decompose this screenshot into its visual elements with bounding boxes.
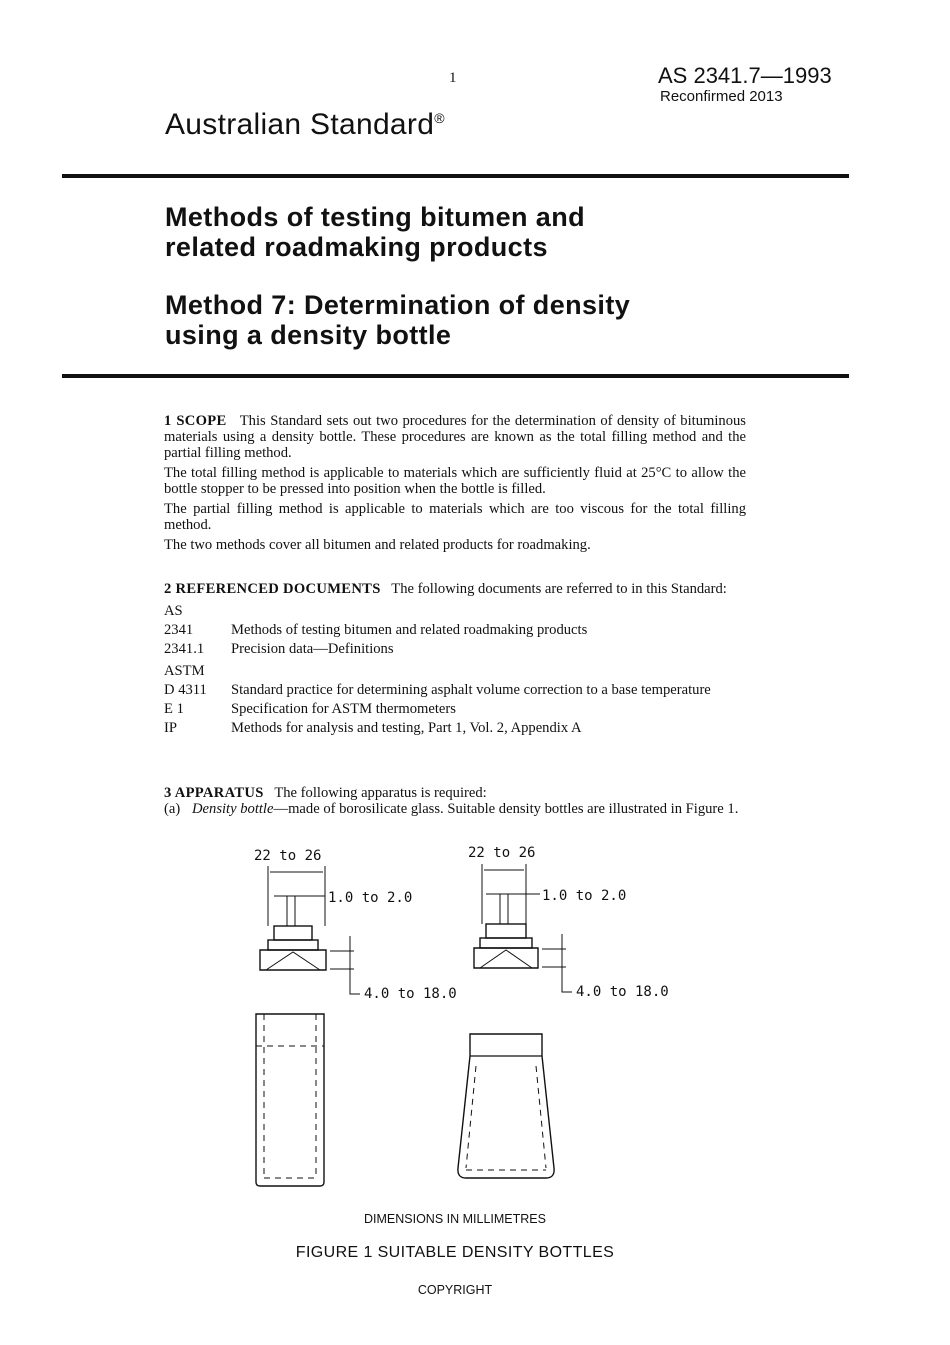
standard-number: AS 2341.7—1993 xyxy=(658,63,832,88)
left-bottle-body xyxy=(256,1014,324,1186)
method-title-line-1: Method 7: Determination of density xyxy=(165,290,631,320)
top-rule xyxy=(62,174,849,178)
scope-section xyxy=(164,413,746,557)
ref-group-astm xyxy=(164,663,746,736)
scope-text-1: This Standard sets out two procedures for the determination of density of bituminous materials using a density bottle. These procedures are known as the total filling method and the partial filling method. xyxy=(164,413,746,461)
ref-group-as xyxy=(164,603,746,657)
left-bore-dim-label: 1.0 to 2.0 xyxy=(328,890,413,906)
density-bottle-term: Density bottle xyxy=(192,801,274,817)
scope-heading: 1 SCOPE xyxy=(164,413,227,429)
main-title-line-1: Methods of testing bitumen and xyxy=(165,202,585,232)
ref-item xyxy=(164,682,746,698)
left-stopper-cone xyxy=(266,952,320,970)
reconfirmed-note: Reconfirmed 2013 xyxy=(660,88,783,105)
method-title-line-2: using a density bottle xyxy=(165,320,452,350)
ref-item xyxy=(164,641,746,657)
refs-intro: The following documents are referred to in this Standard: xyxy=(391,581,727,597)
copyright-notice: COPYRIGHT xyxy=(417,1283,493,1297)
right-bottle-drawing xyxy=(458,864,572,1178)
ref-title: Methods for analysis and testing, Part 1, Vol. 2, Appendix A xyxy=(231,720,582,736)
scope-paragraph-1 xyxy=(164,413,746,461)
left-stopper-collar xyxy=(268,940,318,950)
right-stopper-top xyxy=(486,924,526,938)
figure-density-bottles xyxy=(230,838,690,1198)
ref-code: E 1 xyxy=(164,701,184,717)
ref-code: D 4311 xyxy=(164,682,207,698)
bottom-rule xyxy=(62,374,849,378)
scope-paragraph-3: The partial filling method is applicable to materials which are too viscous for the total filling method. xyxy=(164,501,746,533)
left-width-dim-label: 22 to 26 xyxy=(254,848,322,864)
apparatus-intro: The following apparatus is required: xyxy=(274,785,487,801)
ref-title: Standard practice for determining asphalt volume correction to a base temperature xyxy=(231,682,711,698)
left-bottle-drawing xyxy=(256,866,360,1186)
figure-caption: FIGURE 1 SUITABLE DENSITY BOTTLES xyxy=(295,1244,615,1261)
apparatus-section xyxy=(164,785,746,817)
ref-code: IP xyxy=(164,720,177,736)
ref-code: 2341.1 xyxy=(164,641,205,657)
apparatus-intro-paragraph xyxy=(164,785,746,801)
ref-group-label: ASTM xyxy=(164,663,205,679)
scope-paragraph-2: The total filling method is applicable to materials which are sufficiently fluid at 25°C to allow the bottle stopper to be pressed into position when the bottle is filled. xyxy=(164,465,746,497)
list-marker: (a) xyxy=(164,801,181,817)
right-stopper-collar xyxy=(480,938,532,948)
ref-item xyxy=(164,701,746,717)
left-stopper-top xyxy=(274,926,312,940)
right-depth-dim-label: 4.0 to 18.0 xyxy=(576,984,669,1000)
apparatus-heading: 3 APPARATUS xyxy=(164,785,264,801)
ref-title: Methods of testing bitumen and related roadmaking products xyxy=(231,622,588,638)
apparatus-item-a xyxy=(164,801,746,817)
main-title xyxy=(165,202,585,262)
brand-name: Australian Standard xyxy=(165,108,435,141)
main-title-line-2: related roadmaking products xyxy=(165,232,548,262)
ref-item xyxy=(164,720,746,736)
ref-title: Precision data—Definitions xyxy=(231,641,394,657)
registered-mark: ® xyxy=(434,110,445,126)
method-title xyxy=(165,290,630,350)
list-text xyxy=(192,801,746,817)
referenced-documents-section xyxy=(164,581,746,736)
refs-intro-paragraph xyxy=(164,581,746,597)
scope-paragraph-4: The two methods cover all bitumen and related products for roadmaking. xyxy=(164,537,591,553)
ref-title: Specification for ASTM thermometers xyxy=(231,701,456,717)
ref-code: 2341 xyxy=(164,622,194,638)
brand-title xyxy=(165,108,445,142)
right-bore-dim-label: 1.0 to 2.0 xyxy=(542,888,627,904)
refs-heading: 2 REFERENCED DOCUMENTS xyxy=(164,581,381,597)
right-width-dim-label: 22 to 26 xyxy=(468,845,536,861)
left-depth-dim-label: 4.0 to 18.0 xyxy=(364,986,457,1002)
ref-item xyxy=(164,622,746,638)
page-number: 1 xyxy=(449,70,457,86)
ref-group-label: AS xyxy=(164,603,183,619)
right-stopper-cone xyxy=(480,950,532,968)
density-bottle-desc: —made of borosilicate glass. Suitable density bottles are illustrated in Figure 1. xyxy=(273,801,739,817)
figure-units-note: DIMENSIONS IN MILLIMETRES xyxy=(364,1212,546,1226)
right-depth-leader xyxy=(562,986,572,992)
left-depth-leader xyxy=(350,988,360,994)
